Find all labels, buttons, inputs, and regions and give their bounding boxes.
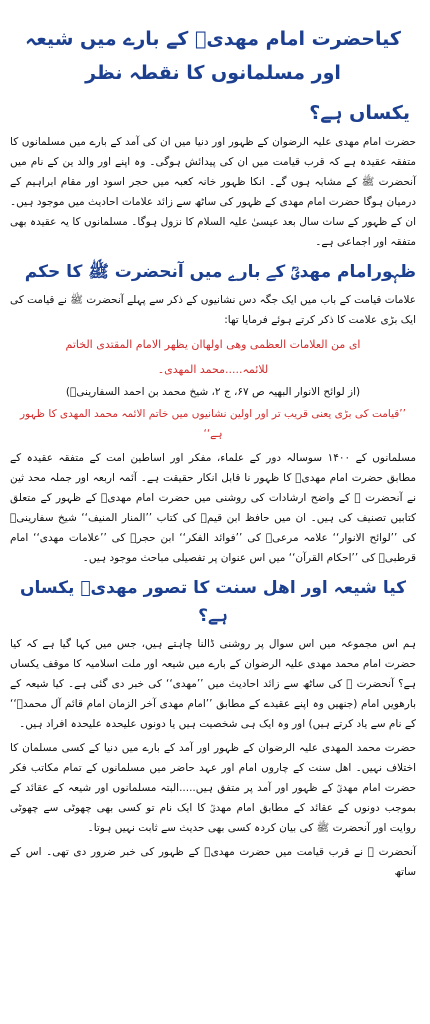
page-title — [10, 22, 416, 90]
section2-paragraph-1: ہم اس مجموعہ میں اس سوال پر روشنی ڈالنا چاہتے ہیں، جس میں کہا گیا ہے کہ کیا حضرت امام محمد مھدی علیہ الرضوان کے بارے میں شیعہ اور ملت اسلامیہ کا موقف یکساں ہے؟ آنحضرت ﷺ کی ساٹھ سے زائد احادیث میں ’’مھدی‘‘ کی خبر دی گئی ہے۔ کیا شیعہ کے بارھویں امام (جنھیں وہ اپنے عقیدے کے مطابق ’’امام مھدی آخر الزمان امام قائم آل محمدؐ‘‘ کے نام سے یاد کرتے ہیں) اور وہ ایک ہی شخصیت ہیں یا دونوں علیحدہ علیحدہ افراد ہیں۔ — [10, 638, 416, 730]
title-line-2: یکساں ہے؟ — [309, 102, 410, 124]
intro-paragraph: حضرت امام مھدی علیہ الرضوان کے ظہور اور دنیا میں ان کی آمد کے بارے میں مسلمانوں کا متفقہ عقیدہ ہے کہ قرب قیامت میں ان کی پیدائش ہوگی۔ وہ اپنے اور والد ین کے نام میں آنحضرت ﷺ کے مشابہ ہوں گے۔ انکا ظہور خانہ کعبہ میں حجر اسود اور مقام ابراہیم کے درمیان ہوگا حضرت امام مھدی کے ظہور کی ساٹھ سے زائد علامات احادیث میں موجود ہیں۔ ان کے ظہور کے سات سال بعد عیسیٰ علیہ السلام کا نزول ہوگا۔ مسلمانوں کا یہ عقیدہ بھی متفقہ اور اجماعی ہے۔ — [10, 136, 416, 248]
section2-paragraph-2: حضرت محمد المھدی علیہ الرضوان کے ظہور اور آمد کے بارے میں دنیا کے کسی مسلمان کا اختلاف نہیں۔ اھل سنت کے چاروں امام اور عہد حاضر میں مسلمانوں کے تمام مکاتب فکر حضرت امام مھدیؒ کے ظہور اور آمد پر متفق ہیں.....البتہ مسلمانوں اور شیعہ کے عقائد کے بموجب دونوں کے عقائد کے مطابق امام مھدیؒ کا ایک نام تو کسی بھی چھوٹی سے چھوٹی روایت اور آنحضرت ﷺ کی بیان کردہ کسی بھی حدیث سے ثابت نہیں ہوتا۔ — [10, 742, 416, 834]
translated-quote: ’’قیامت کی بڑی یعنی قریب تر اور اولین نشانیوں میں خاتم الائمہ محمد المھدی کا ظہور ہے‘‘ — [20, 408, 406, 440]
section2-paragraph-3: آنحضرت ﷺ نے قرب قیامت میں حضرت مھدیؒ کے ظہور کی خبر ضرور دی تھی۔ اس کے ساتھ — [10, 846, 416, 878]
arabic-quote-line-1: ای من العلامات العظمی وھی اولھاان یظھر الامام المقتدی الخاتم — [65, 338, 361, 351]
arabic-quote-line-2: للائمہ.....محمد المھدی۔ — [157, 363, 269, 376]
section1-paragraph: علامات قیامت کے باب میں ایک جگہ دس نشانیوں کے ذکر سے پہلے آنحضرت ﷺ نے قیامت کی ایک بڑی علامت کا ذکر کرتے ہوئے فرمایا تھا: — [10, 294, 416, 326]
section1-paragraph-2: مسلمانوں کے ۱۴۰۰ سوسالہ دور کے علماء، مفکر اور اساطین امت کے متفقہ عقیدہ کے مطابق حضرت امام مھدیؒ کا ظہور نا قابل انکار حقیقت ہے۔ آئمہ اربعہ اور جملہ محد ثین نے آنحضرت ﷺ کے واضح ارشادات کی روشنی میں حضرت امام مھدیؒ کے ظہور کے متعلق کتابیں تصنیف کی ہیں۔ ان میں حافظ ابن قیمؒ کی کتاب ’’المنار المنیف‘‘ شیخ سفارینیؒ کی ’’لوائح الانوار‘‘ علامہ مرعیؒ کی ’’فوائد الفکر‘‘ ابن حجرؒ کی ’’علامات مھدی‘‘ امام قرطبیؒ کی ’’احکام القرآن‘‘ میں اس عنوان پر تفصیلی مباحث موجود ہیں۔ — [10, 452, 417, 564]
reference-citation: (از لوائح الانوار البھیہ ص ۶۷، ج ۲، شیخ محمد بن احمد السفارینیؒ) — [65, 386, 361, 398]
section2-heading: کیا شیعہ اور اھل سنت کا تصور مھدیؒ یکساں ہے؟ — [19, 578, 407, 626]
section1-heading: ظہورامام مھدیؒ کے بارے میں آنحضرت ﷺ کا حکم — [24, 262, 416, 282]
title-line-1: کیاحضرت امام مھدیؒ کے بارے میں شیعہ اور مسلمانوں کا نقطہ نظر — [25, 28, 401, 84]
